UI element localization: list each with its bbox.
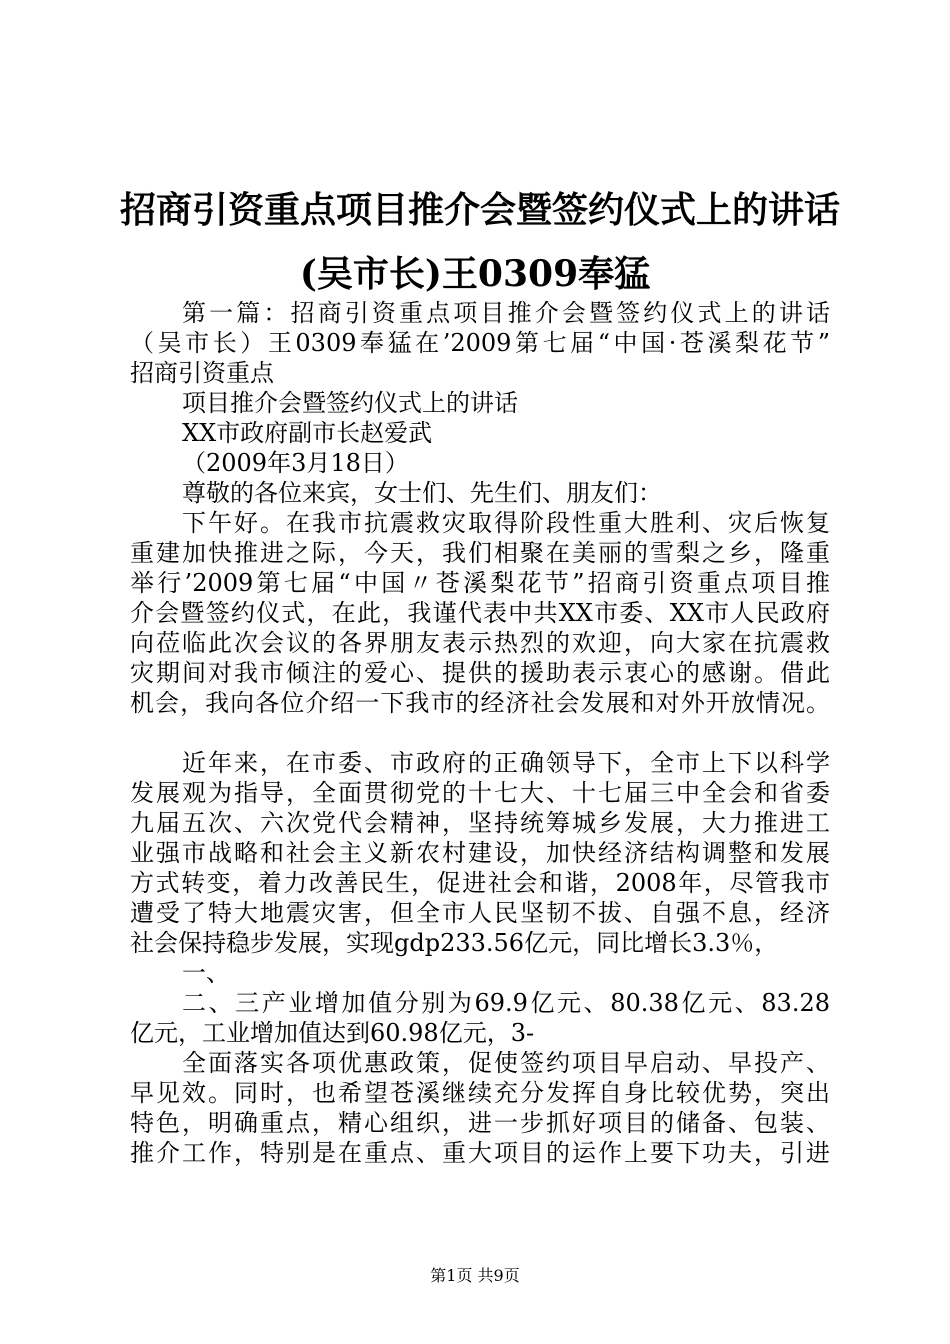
paragraph-gap — [130, 718, 830, 748]
body-line: 推介工作，特别是在重点、重大项目的运作上要下功夫，引进 — [130, 1139, 830, 1167]
document-title-line-1: 招商引资重点项目推介会暨签约仪式上的讲话 — [120, 189, 841, 231]
body-line: 一、 — [182, 959, 230, 987]
body-line: 下午好。在我市抗震救灾取得阶段性重大胜利、灾后恢复 — [182, 509, 830, 537]
document-title-line-2: (吴市长)王0309奉猛 — [299, 253, 651, 295]
body-line: 第一篇：招商引资重点项目推介会暨签约仪式上的讲话 — [182, 299, 830, 327]
document-body — [130, 298, 830, 1168]
body-line: 九届五次、六次党代会精神，坚持统筹城乡发展，大力推进工 — [130, 809, 830, 837]
body-line: 近年来，在市委、市政府的正确领导下，全市上下以科学 — [182, 749, 830, 777]
body-line: 方式转变，着力改善民生，促进社会和谐，2008年，尽管我市 — [130, 869, 830, 897]
body-line: 介会暨签约仪式，在此，我谨代表中共XX市委、XX市人民政府 — [130, 599, 830, 627]
body-line: （吴市长）王0309奉猛在’2009第七届“中国·苍溪梨花节” — [130, 329, 830, 357]
body-line: 举行’2009第七届“中国〃苍溪梨花节”招商引资重点项目推 — [130, 569, 830, 597]
body-line: 全面落实各项优惠政策，促使签约项目早启动、早投产、 — [182, 1049, 830, 1077]
body-line: 招商引资重点 — [130, 359, 274, 387]
body-line: XX市政府副市长赵爱武 — [182, 419, 433, 447]
body-line: 发展观为指导，全面贯彻党的十七大、十七届三中全会和省委 — [130, 779, 830, 807]
body-line: 尊敬的各位来宾，女士们、先生们、朋友们： — [182, 479, 662, 507]
body-line: （2009年3月18日） — [182, 449, 409, 477]
body-line: 项目推介会暨签约仪式上的讲话 — [182, 389, 518, 417]
body-line: 社会保持稳步发展，实现gdp233.56亿元，同比增长3.3％， — [130, 929, 779, 957]
body-line: 业强市战略和社会主义新农村建设，加快经济结构调整和发展 — [130, 839, 830, 867]
body-line: 特色，明确重点，精心组织，进一步抓好项目的储备、包装、 — [130, 1109, 830, 1137]
body-line: 向莅临此次会议的各界朋友表示热烈的欢迎，向大家在抗震救 — [130, 629, 830, 657]
page-footer: 第1页 共9页 — [430, 1266, 520, 1285]
body-line: 早见效。同时，也希望苍溪继续充分发挥自身比较优势，突出 — [130, 1079, 830, 1107]
body-line: 重建加快推进之际，今天，我们相聚在美丽的雪梨之乡，隆重 — [130, 539, 830, 567]
body-line: 灾期间对我市倾注的爱心、提供的援助表示衷心的感谢。借此 — [130, 659, 830, 687]
body-line: 遭受了特大地震灾害，但全市人民坚韧不拔、自强不息，经济 — [130, 899, 830, 927]
body-line: 亿元，工业增加值达到60.98亿元，3- — [130, 1019, 535, 1047]
body-line: 机会，我向各位介绍一下我市的经济社会发展和对外开放情况。 — [130, 689, 830, 717]
body-line: 二、三产业增加值分别为69.9亿元、80.38亿元、83.28 — [182, 989, 830, 1017]
